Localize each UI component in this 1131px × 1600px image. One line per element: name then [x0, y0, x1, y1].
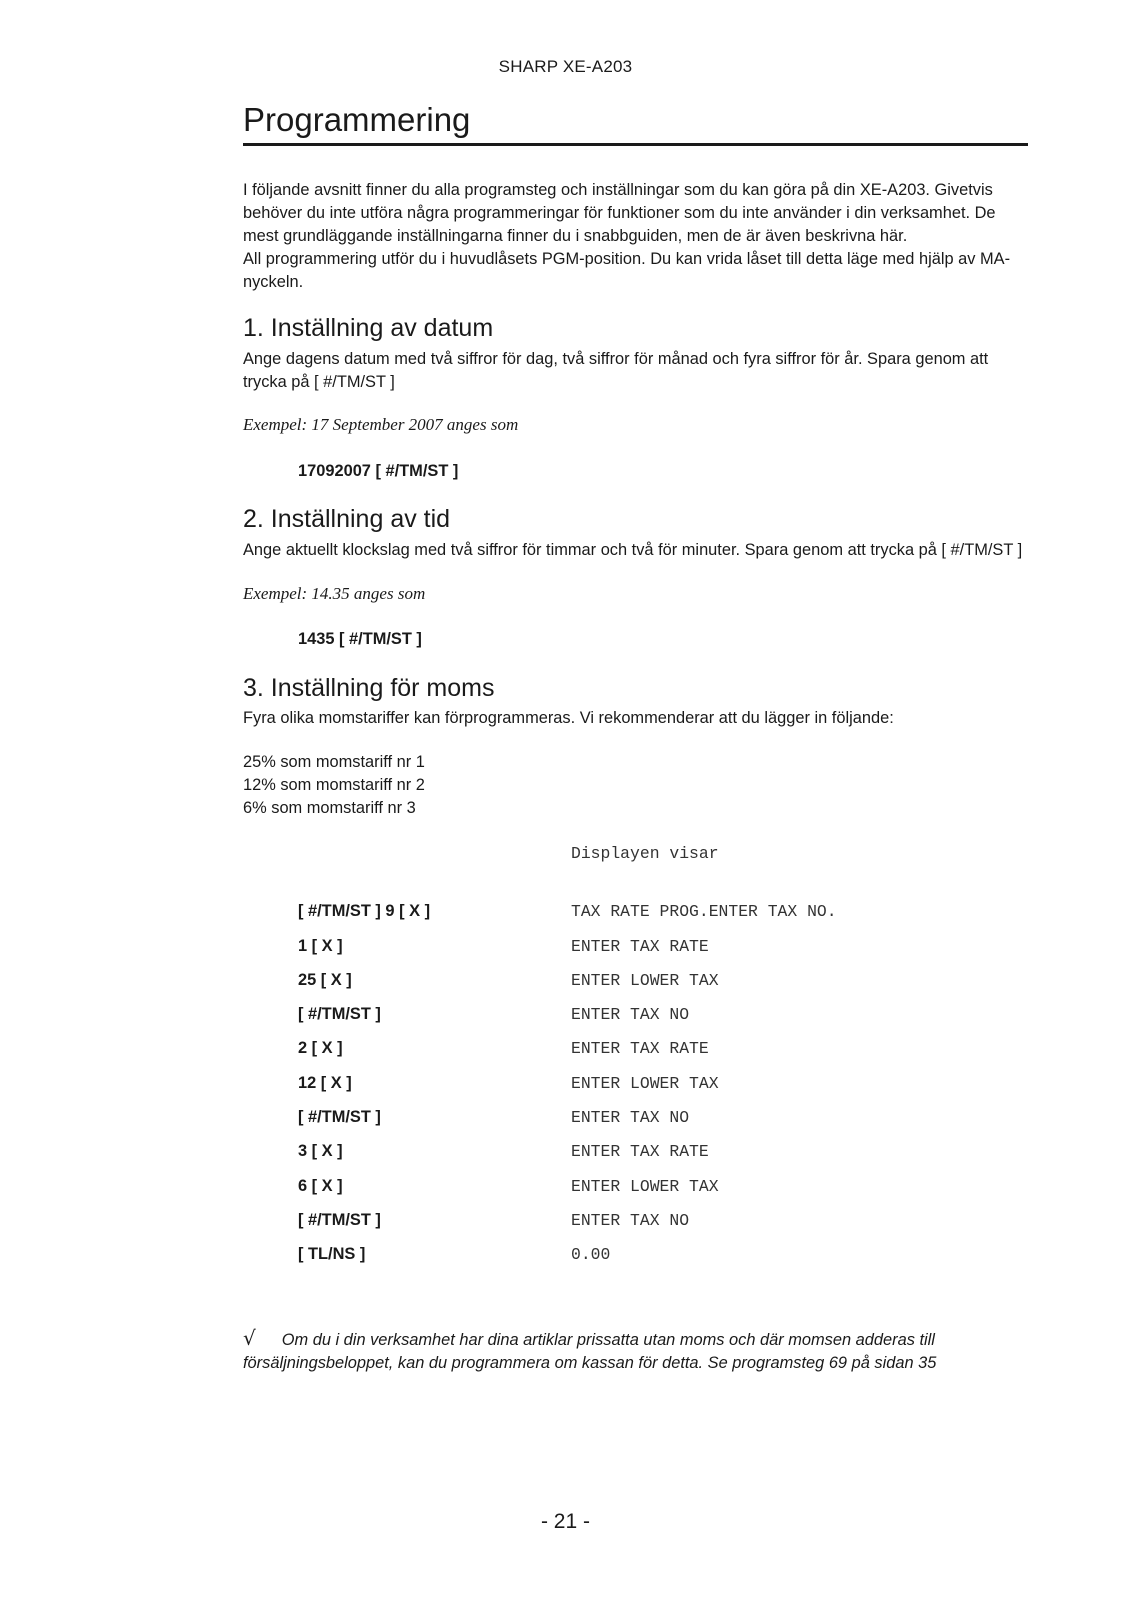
table-row — [298, 1169, 837, 1203]
vat-programming-steps — [298, 895, 837, 1272]
check-root-icon: √ — [243, 1325, 256, 1350]
table-row — [298, 895, 837, 929]
table-row — [298, 1100, 837, 1134]
section-heading-time: 2. Inställning av tid — [243, 504, 451, 533]
section-heading-date: 1. Inställning av datum — [243, 313, 494, 342]
section-body-time: Ange aktuellt klockslag med två siffror för timmar och två för minuter. Spara genom att trycka på [ #/TM/ST ] — [243, 540, 1023, 559]
display-cell: ENTER TAX NO — [571, 1210, 690, 1230]
table-row — [298, 1066, 837, 1100]
display-cell: ENTER TAX RATE — [571, 936, 709, 956]
table-row — [298, 1238, 837, 1272]
key-cell: 12 [ X ] — [298, 1073, 352, 1092]
vat-rate-list — [243, 751, 1028, 820]
section-body-date: Ange dagens datum med två siffror för dag, två siffror för månad och fyra siffror för år. Spara genom att trycka på [ #/TM/ST ] — [243, 349, 989, 391]
page-title: Programmering — [243, 100, 1028, 146]
key-cell: 1 [ X ] — [298, 936, 343, 955]
display-cell: ENTER LOWER TAX — [571, 1073, 719, 1093]
page-content — [243, 100, 1028, 1375]
key-cell: 3 [ X ] — [298, 1142, 343, 1161]
intro-paragraph-1: I följande avsnitt finner du alla programsteg och inställningar som du kan göra på din XE-A203. Givetvis behöver du inte utföra några programmeringar för funktioner som du inte använder i din verksamhet. De mest grundläggande inställningarna finner du i snabbguiden, men de är även beskrivna här. — [243, 180, 996, 245]
table-row — [298, 929, 837, 963]
table-row — [298, 1135, 837, 1169]
table-row — [298, 1032, 837, 1066]
page-number: - 21 - — [540, 1510, 590, 1533]
key-cell: [ #/TM/ST ] — [298, 1108, 381, 1127]
display-column-heading: Displayen visar — [571, 843, 719, 863]
display-cell: TAX RATE PROG.ENTER TAX NO. — [571, 902, 837, 922]
section-body-vat: Fyra olika momstariffer kan förprogrammeras. Vi rekommenderar att du lägger in följande: — [243, 708, 894, 727]
display-cell: ENTER TAX NO — [571, 1005, 690, 1025]
key-cell: 6 [ X ] — [298, 1176, 343, 1195]
key-cell: 25 [ X ] — [298, 970, 352, 989]
key-cell: [ #/TM/ST ] 9 [ X ] — [298, 902, 431, 921]
display-cell: ENTER LOWER TAX — [571, 970, 719, 990]
display-cell: ENTER TAX RATE — [571, 1142, 709, 1162]
display-cell: ENTER TAX RATE — [571, 1039, 709, 1059]
key-cell: [ #/TM/ST ] — [298, 1210, 381, 1229]
display-cell: ENTER LOWER TAX — [571, 1176, 719, 1196]
table-row — [298, 997, 837, 1031]
display-cell: ENTER TAX NO — [571, 1108, 690, 1128]
vat-rate-item: 6% som momstariff nr 3 — [243, 798, 416, 817]
section-heading-vat: 3. Inställning för moms — [243, 673, 495, 702]
table-row — [298, 963, 837, 997]
note-paragraph — [243, 1327, 1028, 1375]
vat-rate-item: 12% som momstariff nr 2 — [243, 775, 425, 794]
display-cell: 0.00 — [571, 1245, 611, 1265]
key-sequence-date: 17092007 [ #/TM/ST ] — [298, 461, 459, 480]
intro-paragraph-2: All programmering utför du i huvudlåsets PGM-position. Du kan vrida låset till detta läge med hjälp av MA-nyckeln. — [243, 249, 1011, 291]
key-cell: [ TL/NS ] — [298, 1245, 366, 1264]
key-cell: 2 [ X ] — [298, 1039, 343, 1058]
example-time: Exempel: 14.35 anges som — [243, 583, 426, 603]
key-sequence-time: 1435 [ #/TM/ST ] — [298, 629, 422, 648]
vat-rate-item: 25% som momstariff nr 1 — [243, 752, 425, 771]
page-header-model: SHARP XE-A203 — [498, 57, 633, 76]
note-text: Om du i din verksamhet har dina artiklar prissatta utan moms och där momsen adderas till försäljningsbeloppet, kan du programmera om kassan för detta. Se programsteg 69 på sidan 35 — [243, 1330, 937, 1372]
table-row — [298, 1203, 837, 1237]
key-cell: [ #/TM/ST ] — [298, 1005, 381, 1024]
example-date: Exempel: 17 September 2007 anges som — [243, 414, 519, 434]
